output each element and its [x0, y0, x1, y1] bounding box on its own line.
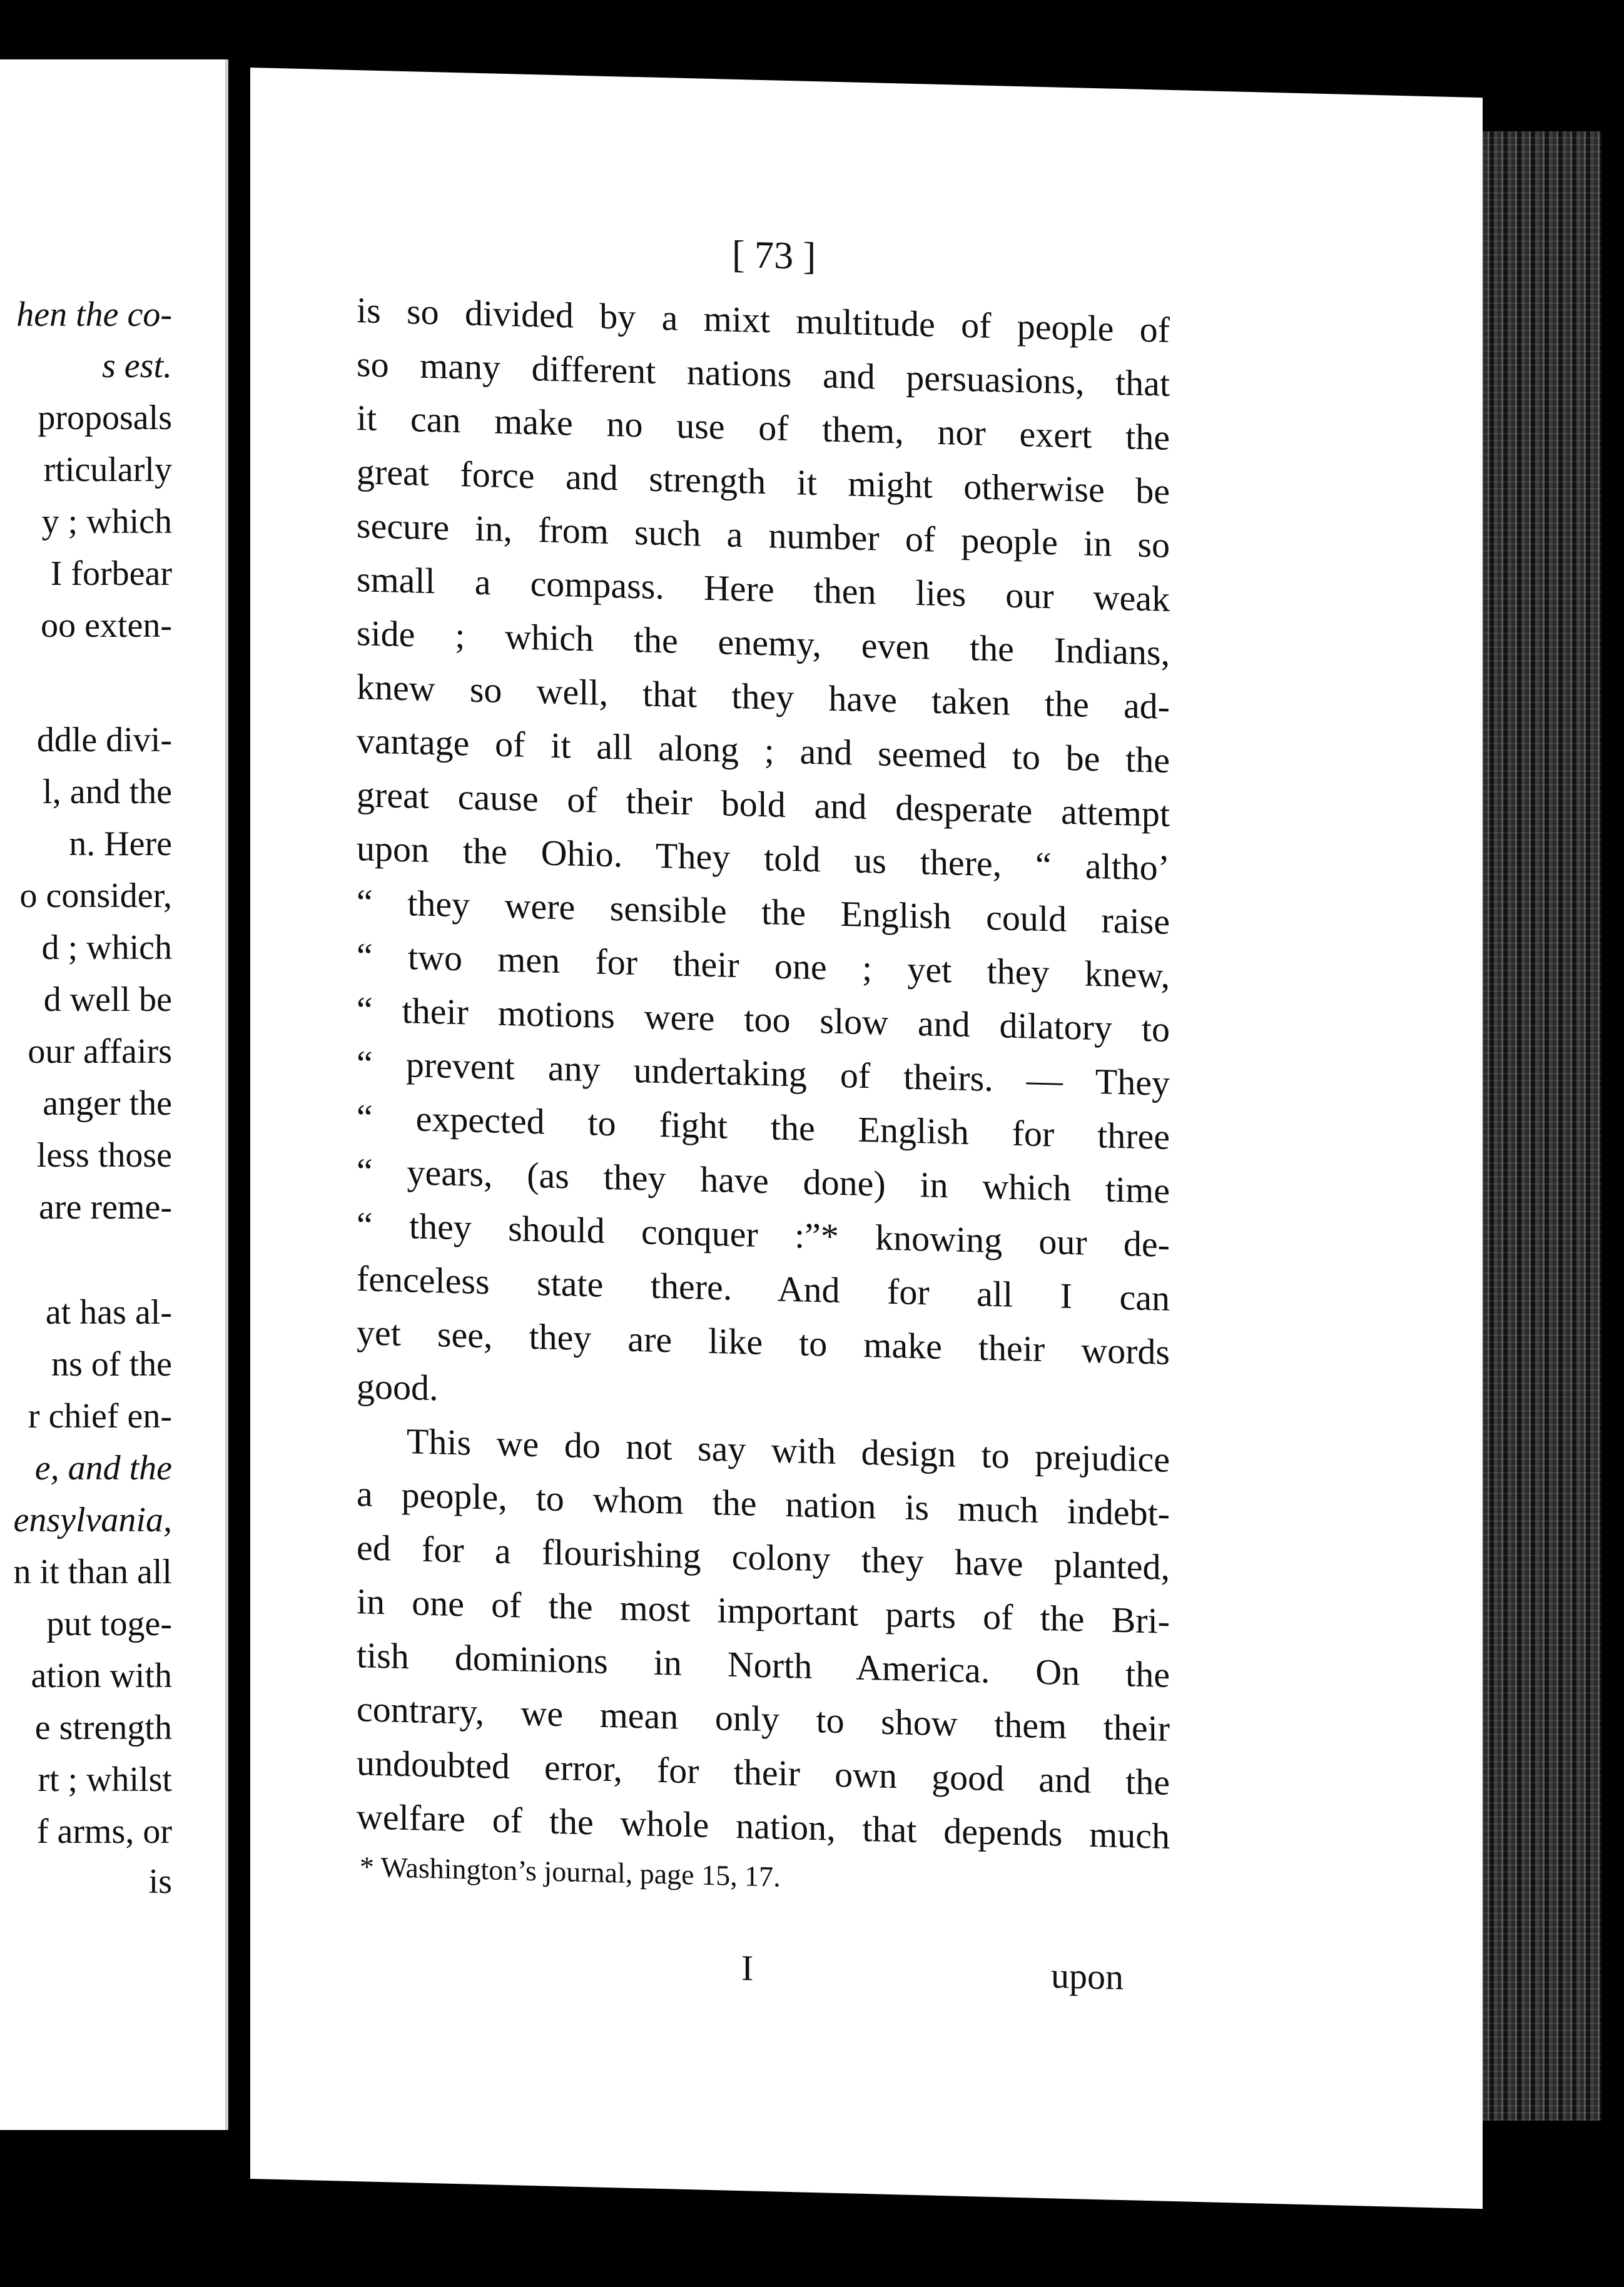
body-line: welfare of the whole nation, that depends much [357, 1796, 1170, 1857]
body-line: tish dominions in North America. On the [357, 1635, 1170, 1695]
body-line: it can make no use of them, nor exert the [357, 397, 1170, 458]
left-line: less those [36, 1136, 172, 1175]
left-line: ensylvania, [13, 1501, 172, 1539]
left-line: our affairs [28, 1032, 172, 1071]
body-line: contrary, we mean only to show them their [357, 1688, 1170, 1749]
left-line: anger the [43, 1084, 172, 1123]
body-line: This we do not say with design to prejudice [407, 1421, 1170, 1480]
left-line: are reme- [39, 1188, 172, 1227]
body-line: “ years, (as they have done) in which time [357, 1150, 1170, 1211]
body-line: in one of the most important parts of the Bri- [357, 1581, 1170, 1641]
left-line: ation with [31, 1656, 172, 1695]
left-line: e strength [34, 1708, 172, 1747]
body-line: is so divided by a mixt multitude of people of [357, 290, 1170, 350]
body-line: “ expected to fight the English for three [357, 1097, 1170, 1157]
body-line: small a compass. Here then lies our weak [357, 559, 1170, 619]
body-line: side ; which the enemy, even the Indians, [357, 612, 1170, 673]
body-line: “ their motions were too slow and dilatory to [357, 989, 1170, 1050]
left-line: l, and the [43, 773, 172, 811]
left-line: hen the co- [16, 295, 172, 334]
left-line: oo exten- [41, 606, 172, 645]
body-line: ed for a flourishing colony they have planted, [357, 1527, 1170, 1588]
body-line: “ they should conquer :”* knowing our de- [357, 1204, 1170, 1265]
body-line: fenceless state there. And for all I can [357, 1258, 1170, 1319]
left-line: I forbear [50, 554, 172, 593]
body-line: undoubted error, for their own good and the [357, 1742, 1170, 1803]
body-line: knew so well, that they have taken the ad- [357, 666, 1170, 727]
left-line: ddle divi- [36, 721, 172, 759]
body-line: great force and strength it might otherwise be [357, 451, 1170, 512]
body-line: a people, to whom the nation is much indebt- [357, 1473, 1170, 1534]
body-line: secure in, from such a number of people in so [357, 505, 1170, 565]
left-line: f arms, or [36, 1812, 172, 1851]
left-line: d ; which [41, 928, 172, 967]
body-line: vantage of it all along ; and seemed to be the [357, 720, 1170, 781]
left-line: n. Here [69, 824, 172, 863]
left-line: e, and the [34, 1449, 172, 1488]
body-line: “ they were sensible the English could raise [357, 881, 1170, 942]
left-page [0, 59, 228, 2130]
left-line: o consider, [19, 876, 172, 915]
body-line: “ two men for their one ; yet they knew, [357, 935, 1170, 996]
right-page [250, 68, 1483, 2209]
left-line: at has al- [45, 1293, 172, 1332]
left-line: s est. [102, 347, 172, 385]
left-line: is [148, 1862, 172, 1901]
footnote: * Washington’s journal, page 15, 17. [360, 1850, 781, 1893]
left-line: d well be [43, 980, 172, 1019]
page-stack-edge [1470, 131, 1601, 2121]
left-line: ns of the [51, 1345, 172, 1384]
page-number: [ 73 ] [732, 233, 816, 278]
left-line: r chief en- [28, 1397, 172, 1436]
left-line: rticularly [43, 450, 172, 489]
signature-mark: I [741, 1947, 754, 1989]
body-line: great cause of their bold and desperate attempt [357, 774, 1170, 834]
left-line: put toge- [46, 1605, 172, 1643]
body-line: yet see, they are like to make their words [357, 1312, 1170, 1372]
body-line: good. [357, 1366, 439, 1409]
body-line: “ prevent any undertaking of theirs. — They [357, 1043, 1170, 1103]
left-line: proposals [38, 398, 172, 437]
left-line: y ; which [41, 502, 172, 541]
left-line: rt ; whilst [38, 1760, 172, 1799]
catchword: upon [1051, 1955, 1124, 1998]
body-line: so many different nations and persuasions, that [357, 343, 1170, 404]
body-line: upon the Ohio. They told us there, “ altho’ [357, 828, 1170, 888]
left-line: n it than all [13, 1553, 172, 1591]
